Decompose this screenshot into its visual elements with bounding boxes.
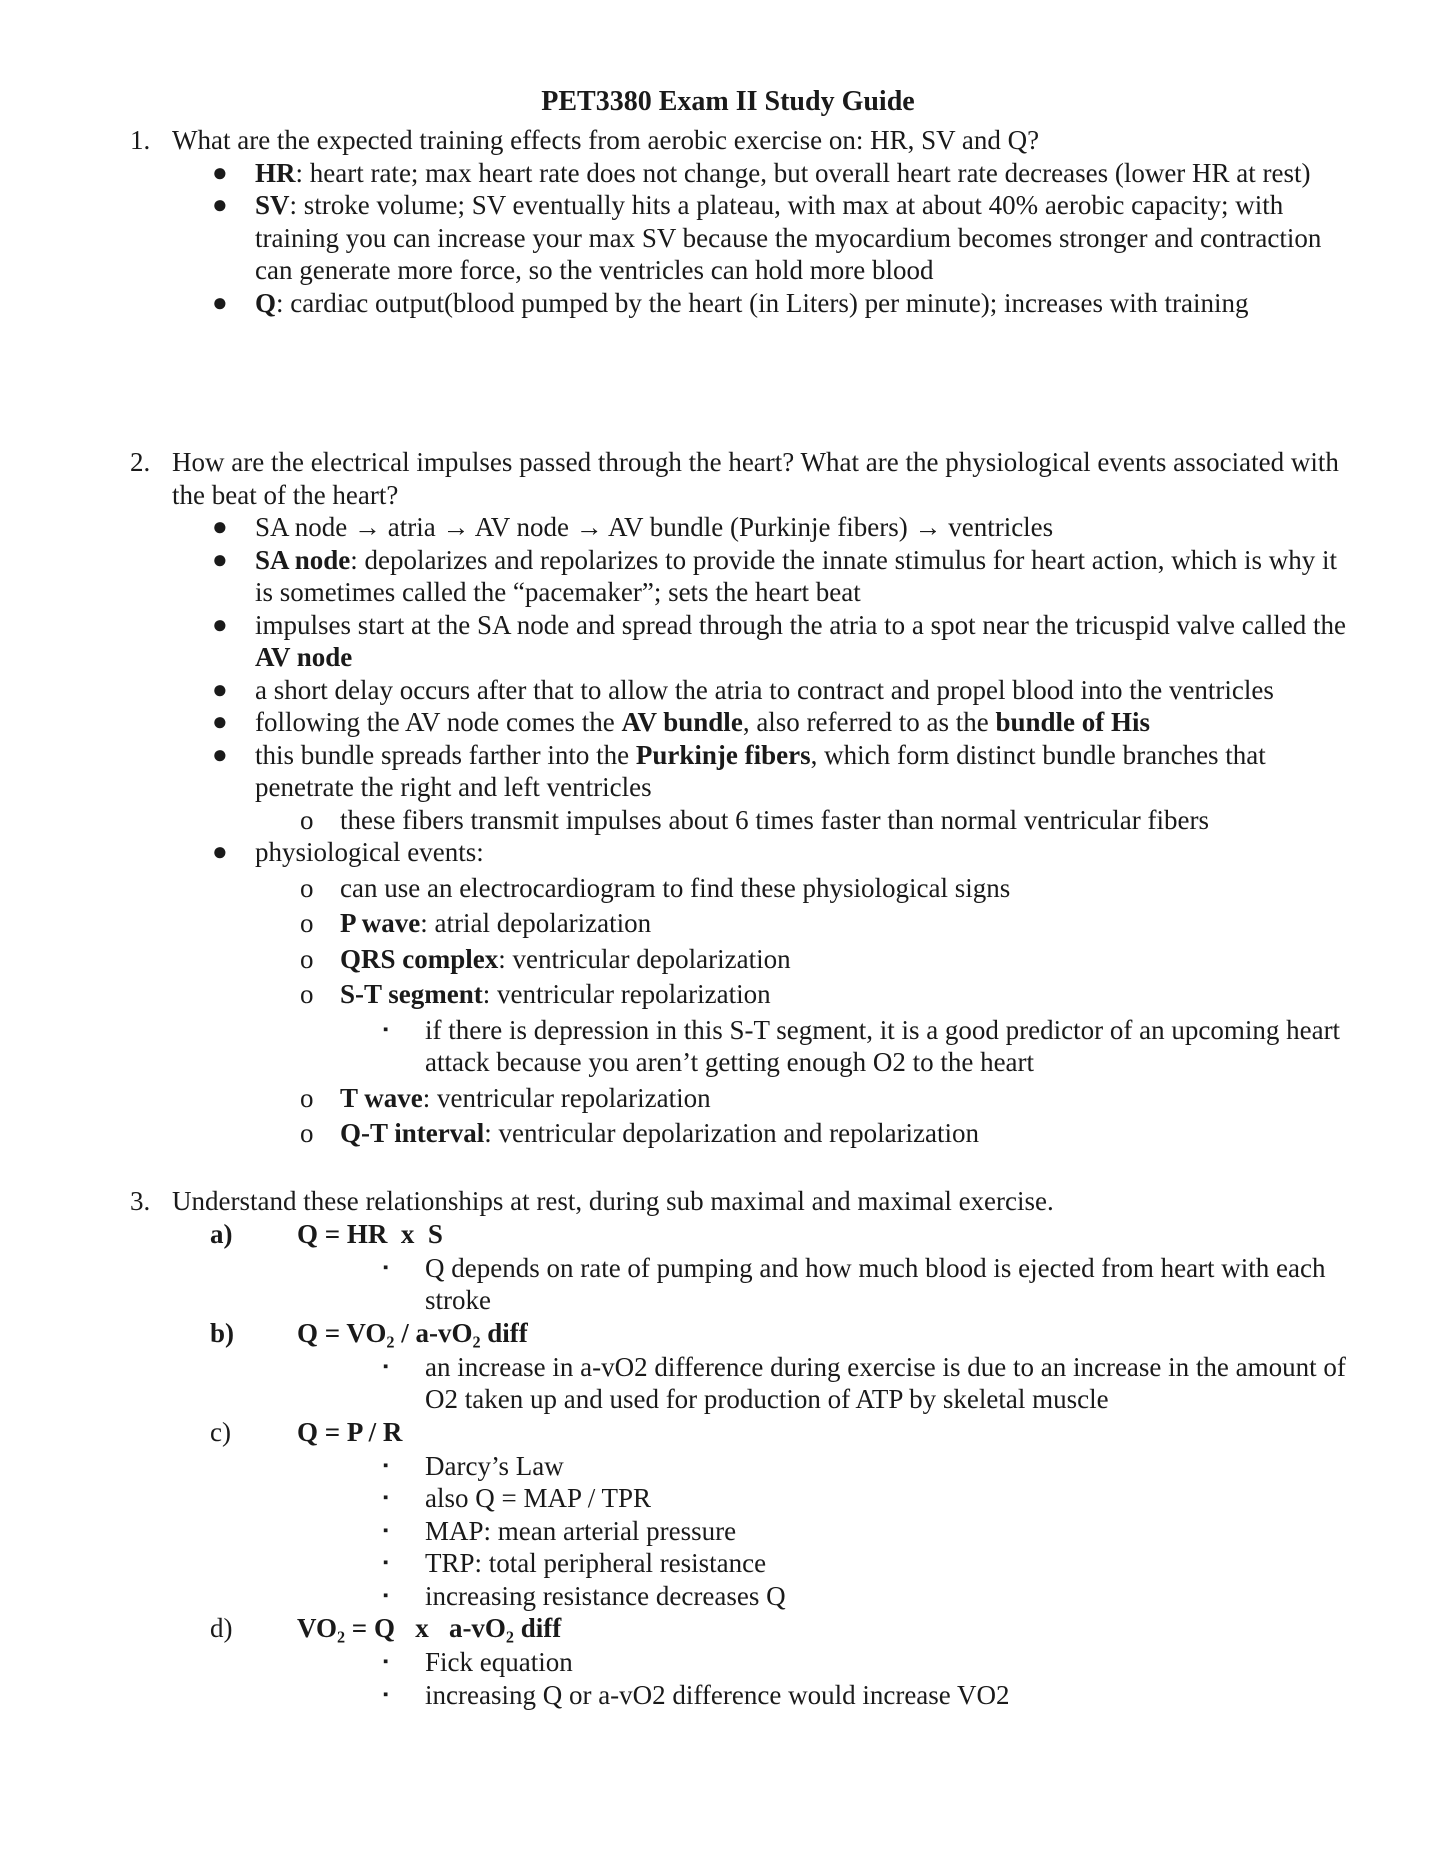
item-text: can use an electrocardiogram to find these physiological signs	[340, 872, 1011, 903]
circle-bullet-icon: o	[300, 979, 314, 1009]
document-title: PET3380 Exam II Study Guide	[541, 86, 915, 117]
equation-notes	[130, 1646, 1360, 1711]
equation: Q = P / R	[297, 1416, 403, 1447]
sub-list-item	[130, 872, 1360, 905]
pathway-text: SA node → atria → AV node → AV bundle (Purkinje fibers) → ventricles	[255, 512, 1054, 542]
equation-notes	[130, 1450, 1360, 1613]
square-bullet-icon: ▪	[383, 1490, 389, 1506]
item-text: impulses start at the SA node and spread through the atria to a spot near the tricuspid valve called the	[255, 609, 1346, 640]
bullet-icon: ●	[212, 609, 228, 639]
square-bullet-icon: ▪	[383, 1555, 389, 1571]
term: HR	[255, 157, 296, 188]
equation: VO₂ = Q x a-vO₂ diff	[297, 1613, 562, 1643]
bullet-icon: ●	[212, 287, 228, 317]
equation-label: a)	[210, 1218, 233, 1249]
list-item	[130, 287, 1360, 320]
question-3	[130, 1185, 1360, 1711]
definition: : stroke volume; SV eventually hits a plateau, with max at about 40% aerobic capacity; with training you can increase your max SV because the myocardium becomes stronger and contraction can generate more force, so the ventricles can hold more blood	[255, 190, 1322, 285]
item-text: also Q = MAP / TPR	[425, 1483, 652, 1513]
item-text: Darcy’s Law	[425, 1450, 564, 1481]
equation-row-a	[130, 1218, 1360, 1252]
term: SA node	[255, 544, 351, 575]
bullet-icon: ●	[212, 190, 228, 219]
term: AV bundle	[621, 707, 743, 737]
square-bullet-icon: ▪	[383, 1358, 389, 1375]
bullet-icon: ●	[212, 707, 228, 736]
list-item	[130, 511, 1360, 544]
term: Q-T interval	[340, 1118, 485, 1148]
equation-notes	[130, 1252, 1360, 1317]
bullet-icon: ●	[212, 674, 228, 704]
item-text: a short delay occurs after that to allow the atria to contract and propel blood into the ventricles	[255, 674, 1274, 705]
list-item	[130, 157, 1360, 190]
definition: : ventricular depolarization	[498, 943, 791, 974]
sub-list-item	[130, 1117, 1360, 1150]
bullet-icon: ●	[212, 837, 228, 866]
circle-bullet-icon: o	[300, 908, 314, 938]
term: bundle of His	[995, 707, 1151, 737]
list-item	[130, 674, 1360, 707]
item-text: increasing resistance decreases Q	[425, 1580, 786, 1611]
answer-list	[130, 511, 1360, 1150]
item-text: , also referred to as the	[742, 707, 996, 737]
item-text: TRP: total peripheral resistance	[425, 1548, 767, 1578]
note-item	[130, 1515, 1360, 1548]
definition: : ventricular repolarization	[422, 1082, 711, 1113]
question-text: How are the electrical impulses passed through the heart? What are the physiological events associated with the beat of the heart?	[172, 447, 1339, 510]
item-text: this bundle spreads farther into the	[255, 739, 636, 770]
definition: : cardiac output(blood pumped by the heart (in Liters) per minute); increases with training	[276, 287, 1249, 318]
bullet-icon: ●	[212, 512, 228, 541]
note-item	[130, 1547, 1360, 1580]
equation-row-b	[130, 1317, 1360, 1351]
equation: Q = VO₂ / a-vO₂ diff	[297, 1317, 528, 1348]
circle-bullet-icon: o	[300, 872, 314, 903]
definition: : atrial depolarization	[420, 908, 652, 938]
sub-list-item	[130, 978, 1360, 1011]
term: T wave	[340, 1082, 423, 1113]
equation-label: d)	[210, 1613, 233, 1643]
question-1	[130, 124, 1360, 319]
term: AV node	[255, 642, 353, 672]
sub-list-item	[130, 943, 1360, 976]
bullet-icon: ●	[212, 739, 228, 769]
item-text: these fibers transmit impulses about 6 times faster than normal ventricular fibers	[340, 804, 1210, 835]
equation: Q = HR x S	[297, 1218, 443, 1249]
list-item	[130, 739, 1360, 804]
equation-row-c	[130, 1416, 1360, 1450]
bullet-icon: ●	[212, 157, 228, 187]
definition: : ventricular depolarization and repolarization	[484, 1118, 980, 1148]
term: Purkinje fibers	[635, 739, 811, 770]
square-bullet-icon: ▪	[383, 1259, 389, 1276]
circle-bullet-icon: o	[300, 1082, 314, 1113]
term: P wave	[340, 908, 421, 938]
square-bullet-icon: ▪	[383, 1522, 389, 1539]
list-item	[130, 609, 1360, 674]
item-text: following the AV node comes the	[255, 707, 622, 737]
question-2	[130, 446, 1360, 1150]
note-item	[130, 1252, 1360, 1317]
item-text: physiological events:	[255, 837, 484, 867]
term: SV	[255, 190, 290, 220]
circle-bullet-icon: o	[300, 1118, 314, 1148]
item-text: if there is depression in this S-T segment, it is a good predictor of an upcoming heart attack because you aren’t getting enough O2 to the heart	[425, 1014, 1341, 1077]
question-number: 3.	[130, 1186, 151, 1216]
question-text: What are the expected training effects from aerobic exercise on: HR, SV and Q?	[172, 125, 1040, 155]
sub-list-item	[130, 1082, 1360, 1115]
note-item	[130, 1450, 1360, 1483]
item-text: MAP: mean arterial pressure	[425, 1515, 737, 1546]
item-text: Q depends on rate of pumping and how much blood is ejected from heart with each stroke	[425, 1252, 1326, 1315]
list-item	[130, 189, 1360, 287]
term: S-T segment	[340, 979, 483, 1009]
question-text: Understand these relationships at rest, during sub maximal and maximal exercise.	[172, 1186, 1054, 1216]
equation-label: b)	[210, 1317, 235, 1348]
circle-bullet-icon: o	[300, 804, 314, 835]
item-text: , which form distinct bundle branches that penetrate the right and left ventricles	[255, 739, 1266, 802]
square-bullet-icon: ▪	[383, 1587, 389, 1604]
sub-list-item	[130, 804, 1360, 837]
equation-label: c)	[210, 1416, 231, 1447]
square-bullet-icon: ▪	[383, 1457, 389, 1474]
term: Q	[255, 287, 277, 318]
term: QRS complex	[340, 943, 499, 974]
square-bullet-icon: ▪	[383, 1686, 389, 1703]
note-item	[130, 1482, 1360, 1515]
question-number: 2.	[130, 447, 151, 477]
sub-sub-list-item	[130, 1014, 1360, 1079]
answer-list	[130, 157, 1360, 320]
note-item	[130, 1679, 1360, 1712]
item-text: an increase in a-vO2 difference during exercise is due to an increase in the amount of O2 taken up and used for production of ATP by skeletal muscle	[425, 1351, 1346, 1414]
item-text: Fick equation	[425, 1647, 573, 1677]
note-item	[130, 1351, 1360, 1416]
question-number: 1.	[130, 125, 151, 155]
square-bullet-icon: ▪	[383, 1654, 389, 1670]
sub-list-item	[130, 907, 1360, 940]
note-item	[130, 1646, 1360, 1679]
definition: : depolarizes and repolarizes to provide the innate stimulus for heart action, which is why it is sometimes called the “pacemaker”; sets the heart beat	[255, 544, 1338, 607]
bullet-icon: ●	[212, 544, 228, 574]
equation-row-d	[130, 1612, 1360, 1646]
list-item	[130, 706, 1360, 739]
list-item	[130, 544, 1360, 609]
definition: : heart rate; max heart rate does not change, but overall heart rate decreases (lower HR at rest)	[295, 157, 1311, 188]
item-text: increasing Q or a-vO2 difference would increase VO2	[425, 1679, 1010, 1710]
definition: : ventricular repolarization	[482, 979, 771, 1009]
list-item	[130, 836, 1360, 869]
square-bullet-icon: ▪	[383, 1021, 389, 1038]
circle-bullet-icon: o	[300, 943, 314, 974]
equation-notes	[130, 1351, 1360, 1416]
note-item	[130, 1580, 1360, 1613]
